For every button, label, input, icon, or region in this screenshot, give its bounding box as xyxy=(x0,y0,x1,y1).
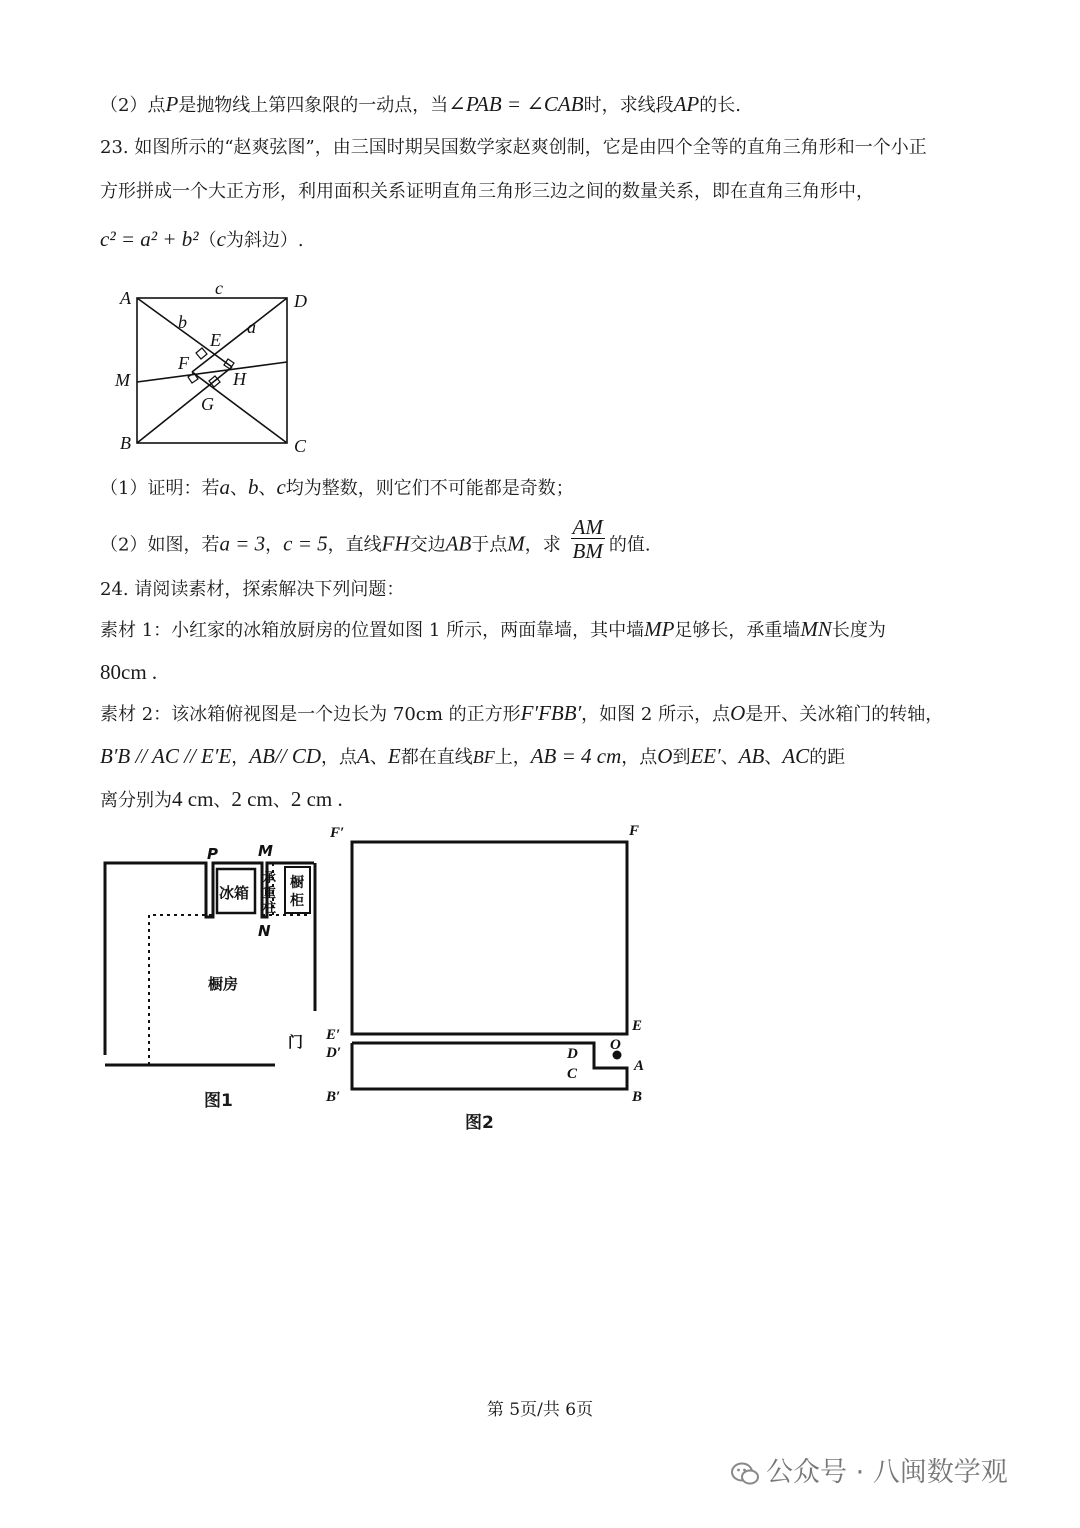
fig2-label-B1: B′ xyxy=(326,1089,341,1105)
fig1-caption: 图1 xyxy=(204,1091,233,1111)
fig1-cabinet-1: 橱 xyxy=(290,875,304,891)
text: 离分别为 xyxy=(100,790,172,811)
fraction xyxy=(571,516,605,563)
text: 时，求线段 xyxy=(583,95,674,116)
var-ab: AB xyxy=(445,531,472,556)
text: 于点 xyxy=(471,534,508,556)
fig1-door: 门 xyxy=(288,1033,304,1051)
given-c: c = 5 xyxy=(283,531,328,556)
text: 是开、关冰箱门的转轴， xyxy=(745,704,944,725)
var-ac: AC xyxy=(782,744,810,768)
text: 的长. xyxy=(699,95,741,116)
fig1-fridge: 冰箱 xyxy=(219,884,250,902)
ab-length: AB = 4 cm xyxy=(530,744,622,768)
text: 、 xyxy=(213,790,232,811)
q24-material2-line2 xyxy=(100,743,845,771)
text: ，点 xyxy=(621,747,658,768)
distance-1: 4 cm xyxy=(172,787,214,811)
fridge-topview-figure xyxy=(320,815,660,1105)
var-a: a xyxy=(219,475,230,499)
fig2-caption: 图2 xyxy=(465,1113,494,1133)
label-c: c xyxy=(215,278,223,298)
fraction-denominator: BM xyxy=(572,539,603,563)
text: 、 xyxy=(720,747,739,768)
var-a: A xyxy=(357,744,370,768)
var-c: c xyxy=(216,227,226,251)
pythagorean-formula: c² = a² + b² xyxy=(100,227,199,251)
var-m: M xyxy=(507,531,525,556)
text: 到 xyxy=(672,747,691,768)
page-number: 第 5页/共 6页 xyxy=(486,1400,594,1420)
fig1-kitchen: 橱房 xyxy=(208,975,239,993)
parallel-relation-2: AB// CD xyxy=(249,744,322,768)
label-G: G xyxy=(201,394,214,414)
label-M: M xyxy=(115,370,130,390)
text: ，求 xyxy=(524,534,561,556)
kitchen-layout-figure xyxy=(100,835,325,1075)
text: ， xyxy=(265,534,284,556)
text: 交边 xyxy=(409,534,446,556)
var-o: O xyxy=(657,744,673,768)
label-a: a xyxy=(247,317,256,337)
q24-material2-line3 xyxy=(100,786,343,814)
watermark-text: 公众号 · 八闽数学观 xyxy=(766,1457,1008,1488)
wechat-icon xyxy=(730,1461,760,1487)
q23-part2-line xyxy=(100,515,651,569)
var-ee: EE′ xyxy=(690,744,721,768)
label-D: D xyxy=(294,291,307,311)
text: （2）如图，若 xyxy=(100,534,220,556)
zhao-shuang-figure xyxy=(110,275,320,460)
text: 足够长，承重墙 xyxy=(674,620,801,641)
fig2-label-F1: F′ xyxy=(330,825,345,841)
fig2-label-B: B xyxy=(632,1089,643,1105)
text: 、 xyxy=(229,478,248,499)
var-o: O xyxy=(730,701,746,725)
var-square: F′FBB′ xyxy=(520,701,582,725)
text: （1）证明：若 xyxy=(100,478,220,499)
text: 、 xyxy=(764,747,783,768)
label-C: C xyxy=(294,436,307,456)
q24-material2-line1 xyxy=(100,700,943,728)
text: （2）点 xyxy=(100,95,166,116)
q23-part1-line xyxy=(100,474,574,502)
text: 、 xyxy=(272,790,291,811)
text: （ xyxy=(198,230,217,251)
fig2-label-D1: D′ xyxy=(326,1045,342,1061)
text: 上， xyxy=(494,747,531,768)
var-mp: MP xyxy=(644,617,675,641)
fig1-pillar-1: 承 xyxy=(263,871,277,886)
parallel-relation: B′B // AC // E′E xyxy=(100,744,232,768)
text: ， xyxy=(231,747,250,768)
fig1-pillar-2: 重 xyxy=(263,886,277,901)
label-B: B xyxy=(120,433,131,453)
label-b: b xyxy=(178,312,187,332)
text: 素材 1：小红家的冰箱放厨房的位置如图 1 所示，两面靠墙，其中墙 xyxy=(100,620,645,641)
fig2-label-D: D xyxy=(567,1046,578,1062)
text: ，直线 xyxy=(327,534,382,556)
label-F: F xyxy=(178,353,189,373)
text: 的值. xyxy=(608,534,651,556)
text: ，如图 2 所示，点 xyxy=(581,704,731,725)
q24-material1-line1 xyxy=(100,616,886,644)
var-p: P xyxy=(165,92,179,116)
q22-part2-line xyxy=(100,91,741,119)
given-a: a = 3 xyxy=(219,531,266,556)
text: ，点 xyxy=(321,747,358,768)
watermark xyxy=(730,1450,1008,1489)
var-mn: MN xyxy=(800,617,832,641)
text: 的距 xyxy=(809,747,846,768)
text: 是抛物线上第四象限的一动点，当 xyxy=(178,95,449,116)
text: 都在直线 xyxy=(400,747,473,768)
label-H: H xyxy=(233,369,246,389)
var-ap: AP xyxy=(673,92,700,116)
var-e: E xyxy=(387,744,401,768)
var-b: b xyxy=(247,475,259,499)
q24-material1-length: 80cm . xyxy=(100,660,158,684)
fig2-label-E: E xyxy=(632,1018,643,1034)
fraction-numerator: AM xyxy=(572,515,603,539)
fig2-label-O: O xyxy=(610,1037,621,1053)
fig1-cabinet-2: 柜 xyxy=(290,893,304,909)
q24-intro: 24. 请阅读素材，探索解决下列问题： xyxy=(100,579,405,600)
fig2-label-F: F xyxy=(629,823,640,839)
var-bf: BF xyxy=(472,747,495,767)
fig2-label-C: C xyxy=(567,1066,578,1082)
text: 均为整数，则它们不可能都是奇数； xyxy=(285,478,574,499)
fig1-label-M: M xyxy=(258,842,273,860)
fig1-label-P: P xyxy=(207,845,218,863)
var-c: c xyxy=(276,475,286,499)
q23-formula-line xyxy=(100,226,304,254)
label-A: A xyxy=(120,288,131,308)
text: 长度为 xyxy=(831,620,886,641)
q23-line2: 方形拼成一个大正方形，利用面积关系证明直角三角形三边之间的数量关系，即在直角三角形中， xyxy=(100,181,874,202)
var-fh: FH xyxy=(381,531,410,556)
fig1-pillar-3: 柱 xyxy=(263,901,277,916)
angle-equation: ∠PAB = ∠CAB xyxy=(448,92,584,116)
fig2-label-E1: E′ xyxy=(326,1027,341,1043)
text: 为斜边）. xyxy=(225,230,304,251)
var-ab: AB xyxy=(738,744,765,768)
text: 、 xyxy=(258,478,277,499)
q23-line1: 23. 如图所示的“赵爽弦图”，由三国时期吴国数学家赵爽创制，它是由四个全等的直角三角形和一个小正 xyxy=(100,137,927,158)
distance-3: 2 cm . xyxy=(290,787,343,811)
fig2-label-A: A xyxy=(634,1058,645,1074)
text: 、 xyxy=(369,747,388,768)
distance-2: 2 cm xyxy=(231,787,273,811)
text: 素材 2：该冰箱俯视图是一个边长为 70cm 的正方形 xyxy=(100,704,521,725)
label-E: E xyxy=(210,330,221,350)
fig1-label-N: N xyxy=(258,922,271,940)
